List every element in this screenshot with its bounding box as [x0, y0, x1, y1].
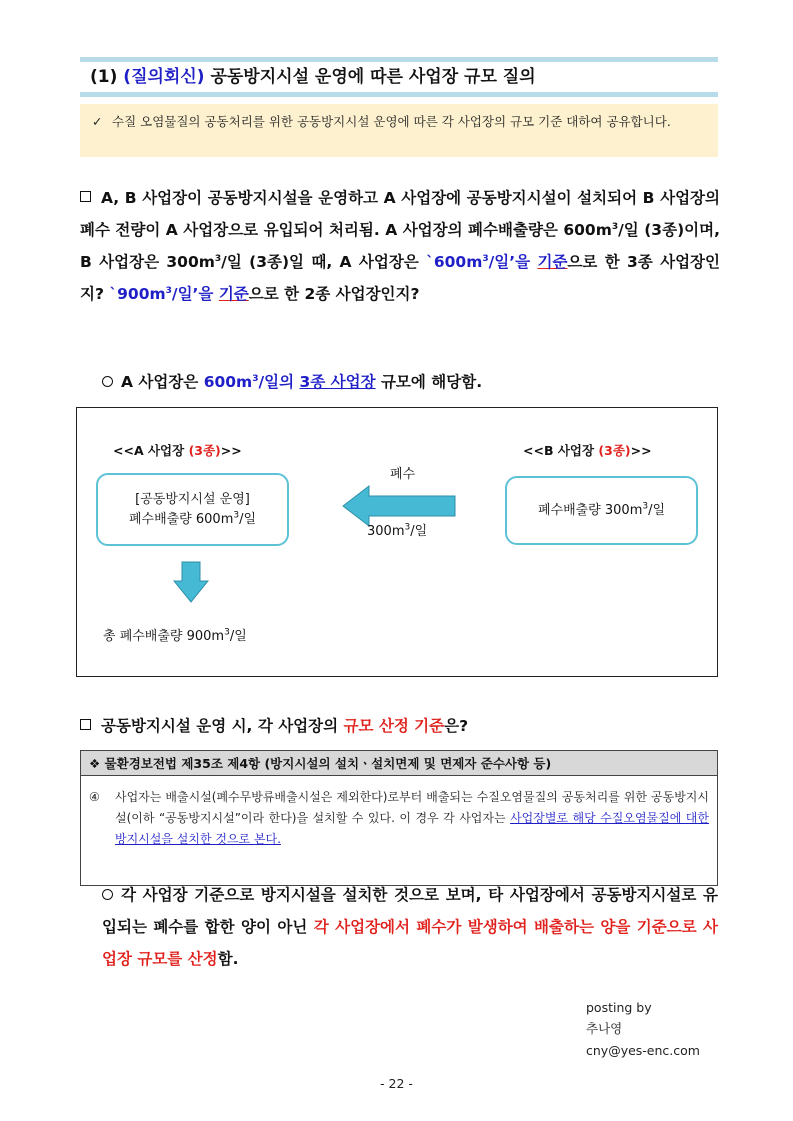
circle-bullet-icon	[102, 889, 113, 900]
page-number: - 22 -	[380, 1076, 413, 1091]
answer-1: A 사업장은 $600m^3/$일의 3종 사업장 규모에 해당함.	[102, 366, 702, 398]
flow-diagram	[76, 407, 718, 677]
down-arrow-icon	[173, 561, 209, 603]
b-site-box: 폐수배출량 $300m^3/$일	[505, 476, 698, 545]
title-bar-top	[80, 57, 718, 62]
author-name: 추나영	[586, 1021, 623, 1036]
flow-label-bottom: $300m^3/$일	[367, 522, 428, 539]
square-bullet-icon	[80, 191, 91, 202]
total-discharge: 총 폐수배출량 $900m^3/$일	[103, 627, 247, 644]
section-title: (1) (질의회신) 공동방지시설 운영에 따른 사업장 규모 질의	[90, 67, 536, 87]
question-2: 공동방지시설 운영 시, 각 사업장의 규모 산정 기준은?	[80, 710, 720, 742]
check-icon: ✓	[92, 114, 103, 129]
posting-by: posting by	[586, 1000, 652, 1015]
author-email: cny@yes-enc.com	[586, 1043, 700, 1058]
law-box	[80, 750, 718, 886]
a-site-box: [공동방지시설 운영] 폐수배출량 $600m^3/$일	[96, 473, 289, 546]
summary-text: 수질 오염물질의 공동처리를 위한 공동방지시설 운영에 따른 각 사업장의 규모 기준 대하여 공유합니다.	[112, 114, 671, 129]
law-text: ④ 사업자는 배출시설(폐수무방류배출시설은 제외한다)로부터 배출되는 수질오염물질의 공동처리를 위한 공동방지시설(이하 “공동방지시설”이라 한다)을 설치할 수 있다. 이 경우 각 사업자는 사업장별로 해당 수질오염물질에 대한 방지시설을 설치한 것으로 본다.	[89, 790, 709, 846]
summary-box	[80, 104, 718, 157]
a-site-label: <<A 사업장 (3종)>>	[113, 443, 242, 458]
question-1: A, B 사업장이 공동방지시설을 운영하고 A 사업장에 공동방지시설이 설치되어 B 사업장의 폐수 전량이 A 사업장으로 유입되어 처리됨. A 사업장의 폐수배출량은 $600m^3/$일 (3종)이며, B 사업장은 $300m^3/$일 (3종)일 때, A 사업장은 $`600m^3/$일’을 기준으로 한 3종 사업장인지? $`900m^3/$일’을 기준으로 한 2종 사업장인지?	[80, 189, 720, 303]
flow-label-top: 폐수	[390, 467, 416, 482]
b-site-label: <<B 사업장 (3종)>>	[523, 443, 652, 458]
square-bullet-icon	[80, 719, 91, 730]
title-bar-bottom	[80, 92, 718, 97]
answer-2: 각 사업장 기준으로 방지시설을 설치한 것으로 보며, 타 사업장에서 공동방지시설로 유입되는 폐수를 합한 양이 아닌 각 사업장에서 폐수가 발생하여 배출하는 양을 기준으로 사업장 규모를 산정함.	[102, 886, 718, 968]
law-heading: ❖ 물환경보전법 제35조 제4항 (방지시설의 설치ㆍ설치면제 및 면제자 준수사항 등)	[81, 751, 717, 776]
circle-bullet-icon	[102, 376, 113, 387]
